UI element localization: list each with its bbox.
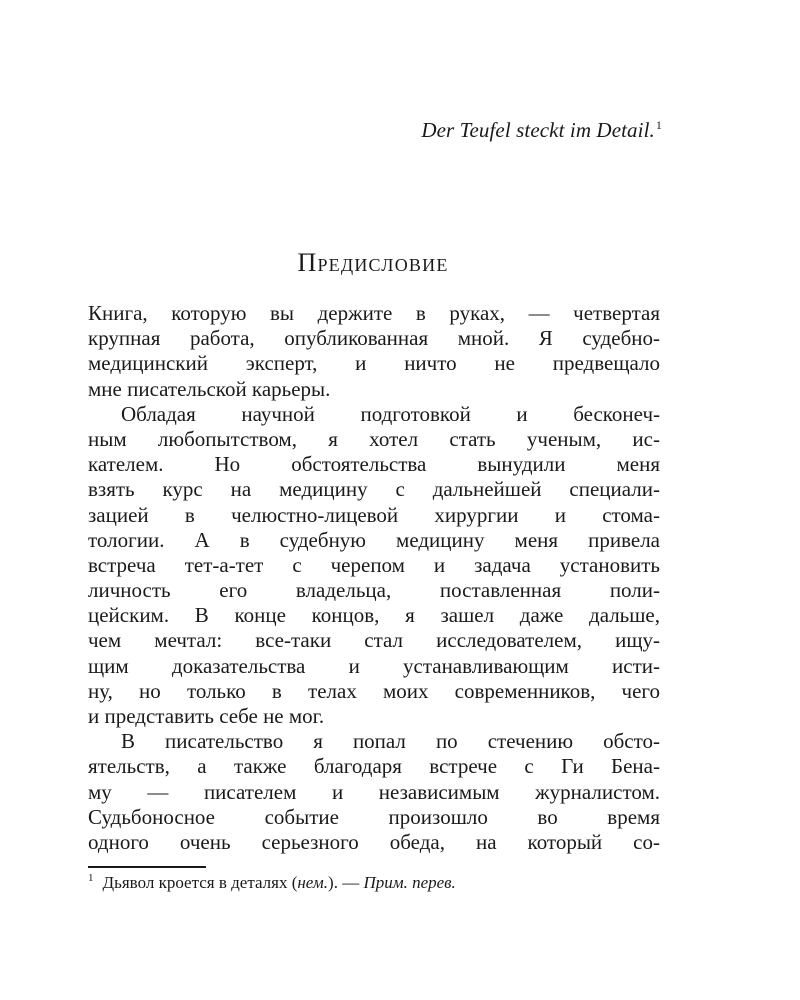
paragraph-line: зацией в челюстно-лицевой хирургии и стома- (88, 502, 660, 527)
epigraph-text: Der Teufel steckt im Detail. (421, 118, 655, 142)
paragraph-line: цейским. В конце концов, я зашел даже дальше, (88, 603, 660, 628)
paragraph-line: крупная работа, опубликованная мной. Я судебно- (88, 326, 660, 351)
paragraph-line: Книга, которую вы держите в руках, — четвертая (88, 301, 660, 325)
footnote-divider (88, 866, 206, 868)
footnote-text: Дьявол кроется в деталях ( (102, 873, 298, 892)
paragraph-line: взять курс на медицину с дальнейшей специали- (88, 477, 660, 502)
footnote-mark: 1 (88, 872, 94, 885)
paragraph-line: ну, но только в телах моих современников, чего (88, 678, 660, 703)
paragraph-line: В писательство я попал по стечению обсто- (121, 729, 660, 754)
footnote-translator-note: Прим. перев. (363, 873, 456, 892)
footnote-language: нем. (297, 873, 329, 892)
paragraph-line: мне писательской карьеры. (88, 376, 331, 401)
paragraph-line: ным любопытством, я хотел стать ученым, ис- (88, 426, 660, 451)
epigraph (421, 118, 662, 143)
paragraph-line: Обладая научной подготовкой и бесконеч- (121, 401, 660, 426)
paragraph-line: ятельств, а также благодаря встрече с Ги Бена- (88, 754, 660, 779)
chapter-title: Предисловие (297, 248, 449, 277)
paragraph-line: чем мечтал: все-таки стал исследователем, ищу- (88, 628, 660, 653)
paragraph-line: тологии. А в судебную медицину меня привела (88, 527, 660, 552)
paragraph-line: му — писателем и независимым журналистом. (88, 779, 660, 804)
paragraph-line: кателем. Но обстоятельства вынудили меня (88, 452, 660, 477)
paragraph-line: личность его владельца, поставленная поли- (88, 578, 660, 603)
body-text (88, 301, 660, 855)
paragraph-line: медицинский эксперт, и ничто не предвещало (88, 351, 660, 376)
footnote (88, 873, 456, 893)
footnote-close: ). — (328, 873, 364, 892)
paragraph-line: одного очень серьезного обеда, на который со- (88, 829, 660, 854)
paragraph-line: встреча тет-а-тет с черепом и задача установить (88, 552, 660, 577)
paragraph-line: щим доказательства и устанавливающим исти- (88, 653, 660, 678)
paragraph-line: и представить себе не мог. (88, 704, 325, 728)
epigraph-footnote-mark[interactable]: 1 (655, 118, 662, 132)
paragraph-line: Судьбоносное событие произошло во время (88, 804, 660, 829)
